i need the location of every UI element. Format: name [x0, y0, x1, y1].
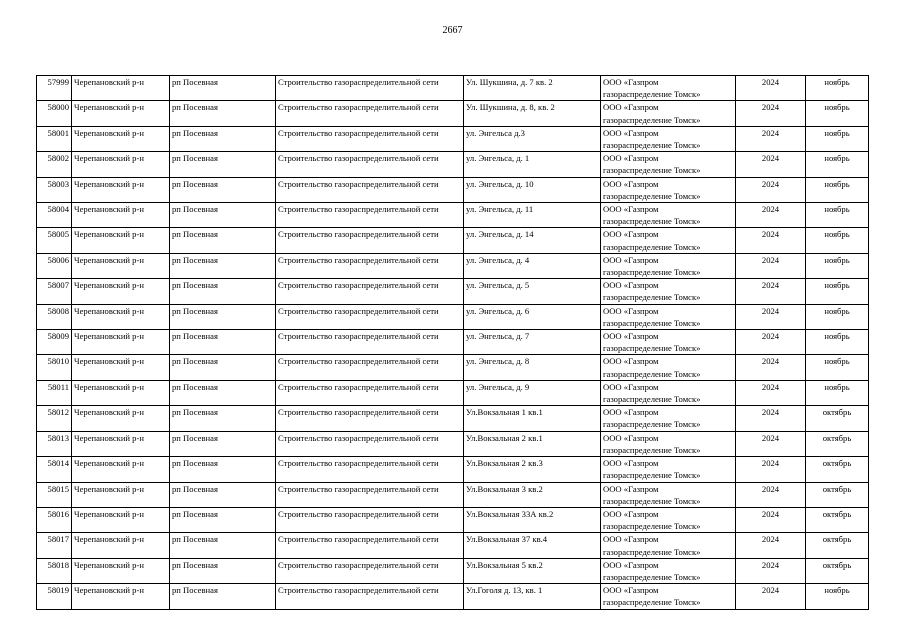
row-number-cell: 58001: [37, 126, 72, 151]
row-number-cell: 58005: [37, 228, 72, 253]
district-cell: Черепановский р-н: [72, 584, 170, 609]
table-row: [37, 533, 869, 558]
organization-line-2: газораспределение Томск»: [603, 368, 701, 379]
organization-line-2: газораспределение Томск»: [603, 140, 701, 151]
organization-line-1: ООО «Газпром: [603, 458, 659, 469]
organization-cell: [601, 533, 736, 558]
organization-line-1: ООО «Газпром: [603, 559, 659, 570]
month-cell: октябрь: [806, 533, 869, 558]
address-cell: Ул.Вокзальная 33А кв.2: [464, 507, 601, 532]
month-cell: октябрь: [806, 482, 869, 507]
table-row: [37, 279, 869, 304]
organization-line-2: газораспределение Томск»: [603, 241, 701, 252]
work-type-cell: Строительство газораспределительной сети: [276, 482, 464, 507]
settlement-cell: рп Посевная: [170, 584, 276, 609]
month-cell: ноябрь: [806, 253, 869, 278]
table-row: [37, 152, 869, 177]
year-cell: 2024: [736, 533, 806, 558]
table-body: [37, 76, 869, 610]
settlement-cell: рп Посевная: [170, 558, 276, 583]
address-cell: ул. Энгельса, д. 1: [464, 152, 601, 177]
organization-line-2: газораспределение Томск»: [603, 394, 701, 405]
work-type-cell: Строительство газораспределительной сети: [276, 558, 464, 583]
table-row: [37, 558, 869, 583]
address-cell: Ул. Шукшина, д. 7 кв. 2: [464, 76, 601, 101]
district-cell: Черепановский р-н: [72, 406, 170, 431]
settlement-cell: рп Посевная: [170, 101, 276, 126]
year-cell: 2024: [736, 406, 806, 431]
district-cell: Черепановский р-н: [72, 279, 170, 304]
gasification-schedule-table: [36, 75, 869, 610]
settlement-cell: рп Посевная: [170, 330, 276, 355]
work-type-cell: Строительство газораспределительной сети: [276, 253, 464, 278]
work-type-cell: Строительство газораспределительной сети: [276, 304, 464, 329]
table-row: [37, 203, 869, 228]
month-cell: ноябрь: [806, 304, 869, 329]
work-type-cell: Строительство газораспределительной сети: [276, 507, 464, 532]
table-row: [37, 355, 869, 380]
organization-line-1: ООО «Газпром: [603, 280, 659, 291]
table-row: [37, 482, 869, 507]
organization-cell: [601, 457, 736, 482]
work-type-cell: Строительство газораспределительной сети: [276, 406, 464, 431]
organization-line-2: газораспределение Томск»: [603, 495, 701, 506]
row-number-cell: 58016: [37, 507, 72, 532]
year-cell: 2024: [736, 330, 806, 355]
organization-line-1: ООО «Газпром: [603, 102, 659, 113]
district-cell: Черепановский р-н: [72, 330, 170, 355]
address-cell: ул. Энгельса, д. 14: [464, 228, 601, 253]
work-type-cell: Строительство газораспределительной сети: [276, 101, 464, 126]
work-type-cell: Строительство газораспределительной сети: [276, 355, 464, 380]
settlement-cell: рп Посевная: [170, 126, 276, 151]
month-cell: ноябрь: [806, 152, 869, 177]
organization-cell: [601, 431, 736, 456]
organization-line-1: ООО «Газпром: [603, 153, 659, 164]
district-cell: Черепановский р-н: [72, 380, 170, 405]
organization-cell: [601, 76, 736, 101]
table-row: [37, 457, 869, 482]
district-cell: Черепановский р-н: [72, 355, 170, 380]
settlement-cell: рп Посевная: [170, 355, 276, 380]
organization-line-2: газораспределение Томск»: [603, 190, 701, 201]
work-type-cell: Строительство газораспределительной сети: [276, 431, 464, 456]
organization-line-2: газораспределение Томск»: [603, 343, 701, 354]
settlement-cell: рп Посевная: [170, 76, 276, 101]
row-number-cell: 58011: [37, 380, 72, 405]
settlement-cell: рп Посевная: [170, 380, 276, 405]
organization-line-2: газораспределение Томск»: [603, 89, 701, 100]
organization-line-2: газораспределение Томск»: [603, 267, 701, 278]
work-type-cell: Строительство газораспределительной сети: [276, 533, 464, 558]
organization-line-2: газораспределение Томск»: [603, 470, 701, 481]
district-cell: Черепановский р-н: [72, 431, 170, 456]
month-cell: ноябрь: [806, 126, 869, 151]
row-number-cell: 58010: [37, 355, 72, 380]
district-cell: Черепановский р-н: [72, 203, 170, 228]
month-cell: ноябрь: [806, 203, 869, 228]
organization-cell: [601, 279, 736, 304]
work-type-cell: Строительство газораспределительной сети: [276, 584, 464, 609]
organization-line-1: ООО «Газпром: [603, 254, 659, 265]
address-cell: Ул.Гоголя д. 13, кв. 1: [464, 584, 601, 609]
organization-cell: [601, 330, 736, 355]
row-number-cell: 57999: [37, 76, 72, 101]
address-cell: ул. Энгельса, д. 11: [464, 203, 601, 228]
organization-cell: [601, 304, 736, 329]
organization-cell: [601, 380, 736, 405]
organization-cell: [601, 152, 736, 177]
row-number-cell: 58002: [37, 152, 72, 177]
organization-cell: [601, 406, 736, 431]
organization-cell: [601, 228, 736, 253]
month-cell: ноябрь: [806, 279, 869, 304]
table-row: [37, 126, 869, 151]
organization-cell: [601, 558, 736, 583]
work-type-cell: Строительство газораспределительной сети: [276, 380, 464, 405]
district-cell: Черепановский р-н: [72, 152, 170, 177]
table-row: [37, 76, 869, 101]
year-cell: 2024: [736, 431, 806, 456]
settlement-cell: рп Посевная: [170, 431, 276, 456]
month-cell: ноябрь: [806, 177, 869, 202]
address-cell: Ул.Вокзальная 37 кв.4: [464, 533, 601, 558]
row-number-cell: 58012: [37, 406, 72, 431]
table-row: [37, 253, 869, 278]
year-cell: 2024: [736, 279, 806, 304]
row-number-cell: 58017: [37, 533, 72, 558]
work-type-cell: Строительство газораспределительной сети: [276, 126, 464, 151]
year-cell: 2024: [736, 558, 806, 583]
month-cell: октябрь: [806, 431, 869, 456]
organization-line-2: газораспределение Томск»: [603, 571, 701, 582]
address-cell: Ул.Вокзальная 1 кв.1: [464, 406, 601, 431]
row-number-cell: 58007: [37, 279, 72, 304]
organization-line-1: ООО «Газпром: [603, 483, 659, 494]
table-row: [37, 228, 869, 253]
address-cell: Ул.Вокзальная 2 кв.1: [464, 431, 601, 456]
organization-line-2: газораспределение Томск»: [603, 216, 701, 227]
year-cell: 2024: [736, 380, 806, 405]
district-cell: Черепановский р-н: [72, 126, 170, 151]
table-row: [37, 304, 869, 329]
year-cell: 2024: [736, 253, 806, 278]
year-cell: 2024: [736, 228, 806, 253]
district-cell: Черепановский р-н: [72, 253, 170, 278]
address-cell: ул. Энгельса, д. 4: [464, 253, 601, 278]
row-number-cell: 58006: [37, 253, 72, 278]
settlement-cell: рп Посевная: [170, 152, 276, 177]
month-cell: ноябрь: [806, 380, 869, 405]
organization-cell: [601, 482, 736, 507]
organization-line-1: ООО «Газпром: [603, 178, 659, 189]
row-number-cell: 58013: [37, 431, 72, 456]
organization-cell: [601, 203, 736, 228]
district-cell: Черепановский р-н: [72, 457, 170, 482]
month-cell: ноябрь: [806, 330, 869, 355]
row-number-cell: 58003: [37, 177, 72, 202]
work-type-cell: Строительство газораспределительной сети: [276, 330, 464, 355]
settlement-cell: рп Посевная: [170, 304, 276, 329]
district-cell: Черепановский р-н: [72, 482, 170, 507]
row-number-cell: 58004: [37, 203, 72, 228]
organization-line-1: ООО «Газпром: [603, 407, 659, 418]
year-cell: 2024: [736, 584, 806, 609]
table-row: [37, 380, 869, 405]
organization-line-2: газораспределение Томск»: [603, 165, 701, 176]
year-cell: 2024: [736, 482, 806, 507]
organization-line-1: ООО «Газпром: [603, 381, 659, 392]
month-cell: ноябрь: [806, 355, 869, 380]
organization-line-2: газораспределение Томск»: [603, 419, 701, 430]
district-cell: Черепановский р-н: [72, 228, 170, 253]
month-cell: октябрь: [806, 406, 869, 431]
work-type-cell: Строительство газораспределительной сети: [276, 76, 464, 101]
page-number: 2667: [442, 25, 463, 36]
settlement-cell: рп Посевная: [170, 457, 276, 482]
address-cell: ул. Энгельса, д. 6: [464, 304, 601, 329]
year-cell: 2024: [736, 126, 806, 151]
address-cell: Ул.Вокзальная 3 кв.2: [464, 482, 601, 507]
address-cell: ул. Энгельса, д. 9: [464, 380, 601, 405]
year-cell: 2024: [736, 355, 806, 380]
work-type-cell: Строительство газораспределительной сети: [276, 203, 464, 228]
settlement-cell: рп Посевная: [170, 482, 276, 507]
table-row: [37, 330, 869, 355]
year-cell: 2024: [736, 457, 806, 482]
organization-line-2: газораспределение Томск»: [603, 521, 701, 532]
work-type-cell: Строительство газораспределительной сети: [276, 228, 464, 253]
work-type-cell: Строительство газораспределительной сети: [276, 177, 464, 202]
organization-line-1: ООО «Газпром: [603, 356, 659, 367]
address-cell: Ул.Вокзальная 5 кв.2: [464, 558, 601, 583]
month-cell: октябрь: [806, 507, 869, 532]
organization-line-1: ООО «Газпром: [603, 305, 659, 316]
organization-line-1: ООО «Газпром: [603, 508, 659, 519]
settlement-cell: рп Посевная: [170, 203, 276, 228]
address-cell: ул. Энгельса, д. 5: [464, 279, 601, 304]
organization-line-1: ООО «Газпром: [603, 585, 659, 596]
year-cell: 2024: [736, 177, 806, 202]
month-cell: октябрь: [806, 558, 869, 583]
work-type-cell: Строительство газораспределительной сети: [276, 152, 464, 177]
table-row: [37, 584, 869, 609]
settlement-cell: рп Посевная: [170, 507, 276, 532]
organization-line-1: ООО «Газпром: [603, 331, 659, 342]
settlement-cell: рп Посевная: [170, 406, 276, 431]
address-cell: Ул.Вокзальная 2 кв.3: [464, 457, 601, 482]
settlement-cell: рп Посевная: [170, 253, 276, 278]
table-row: [37, 406, 869, 431]
district-cell: Черепановский р-н: [72, 507, 170, 532]
organization-line-1: ООО «Газпром: [603, 204, 659, 215]
organization-line-1: ООО «Газпром: [603, 432, 659, 443]
organization-cell: [601, 507, 736, 532]
month-cell: ноябрь: [806, 101, 869, 126]
settlement-cell: рп Посевная: [170, 279, 276, 304]
organization-cell: [601, 101, 736, 126]
district-cell: Черепановский р-н: [72, 304, 170, 329]
row-number-cell: 58008: [37, 304, 72, 329]
month-cell: ноябрь: [806, 76, 869, 101]
organization-line-1: ООО «Газпром: [603, 534, 659, 545]
row-number-cell: 58018: [37, 558, 72, 583]
organization-line-2: газораспределение Томск»: [603, 317, 701, 328]
row-number-cell: 58014: [37, 457, 72, 482]
row-number-cell: 58009: [37, 330, 72, 355]
address-cell: ул. Энгельса, д. 7: [464, 330, 601, 355]
address-cell: ул. Энгельса д.3: [464, 126, 601, 151]
month-cell: ноябрь: [806, 228, 869, 253]
work-type-cell: Строительство газораспределительной сети: [276, 457, 464, 482]
organization-cell: [601, 355, 736, 380]
row-number-cell: 58019: [37, 584, 72, 609]
organization-cell: [601, 253, 736, 278]
organization-line-2: газораспределение Томск»: [603, 444, 701, 455]
settlement-cell: рп Посевная: [170, 228, 276, 253]
organization-line-2: газораспределение Томск»: [603, 292, 701, 303]
organization-line-2: газораспределение Томск»: [603, 597, 701, 608]
year-cell: 2024: [736, 76, 806, 101]
year-cell: 2024: [736, 152, 806, 177]
organization-line-2: газораспределение Томск»: [603, 546, 701, 557]
month-cell: ноябрь: [806, 584, 869, 609]
organization-cell: [601, 126, 736, 151]
table-row: [37, 507, 869, 532]
district-cell: Черепановский р-н: [72, 177, 170, 202]
settlement-cell: рп Посевная: [170, 533, 276, 558]
month-cell: октябрь: [806, 457, 869, 482]
organization-cell: [601, 584, 736, 609]
table-row: [37, 431, 869, 456]
year-cell: 2024: [736, 203, 806, 228]
table-row: [37, 177, 869, 202]
table-row: [37, 101, 869, 126]
district-cell: Черепановский р-н: [72, 101, 170, 126]
district-cell: Черепановский р-н: [72, 558, 170, 583]
organization-line-1: ООО «Газпром: [603, 229, 659, 240]
district-cell: Черепановский р-н: [72, 76, 170, 101]
work-type-cell: Строительство газораспределительной сети: [276, 279, 464, 304]
settlement-cell: рп Посевная: [170, 177, 276, 202]
organization-line-2: газораспределение Томск»: [603, 114, 701, 125]
organization-line-1: ООО «Газпром: [603, 77, 659, 87]
address-cell: ул. Энгельса, д. 10: [464, 177, 601, 202]
row-number-cell: 58015: [37, 482, 72, 507]
address-cell: Ул. Шукшина, д. 8, кв. 2: [464, 101, 601, 126]
row-number-cell: 58000: [37, 101, 72, 126]
year-cell: 2024: [736, 507, 806, 532]
organization-line-1: ООО «Газпром: [603, 127, 659, 138]
organization-cell: [601, 177, 736, 202]
district-cell: Черепановский р-н: [72, 533, 170, 558]
year-cell: 2024: [736, 304, 806, 329]
address-cell: ул. Энгельса, д. 8: [464, 355, 601, 380]
year-cell: 2024: [736, 101, 806, 126]
